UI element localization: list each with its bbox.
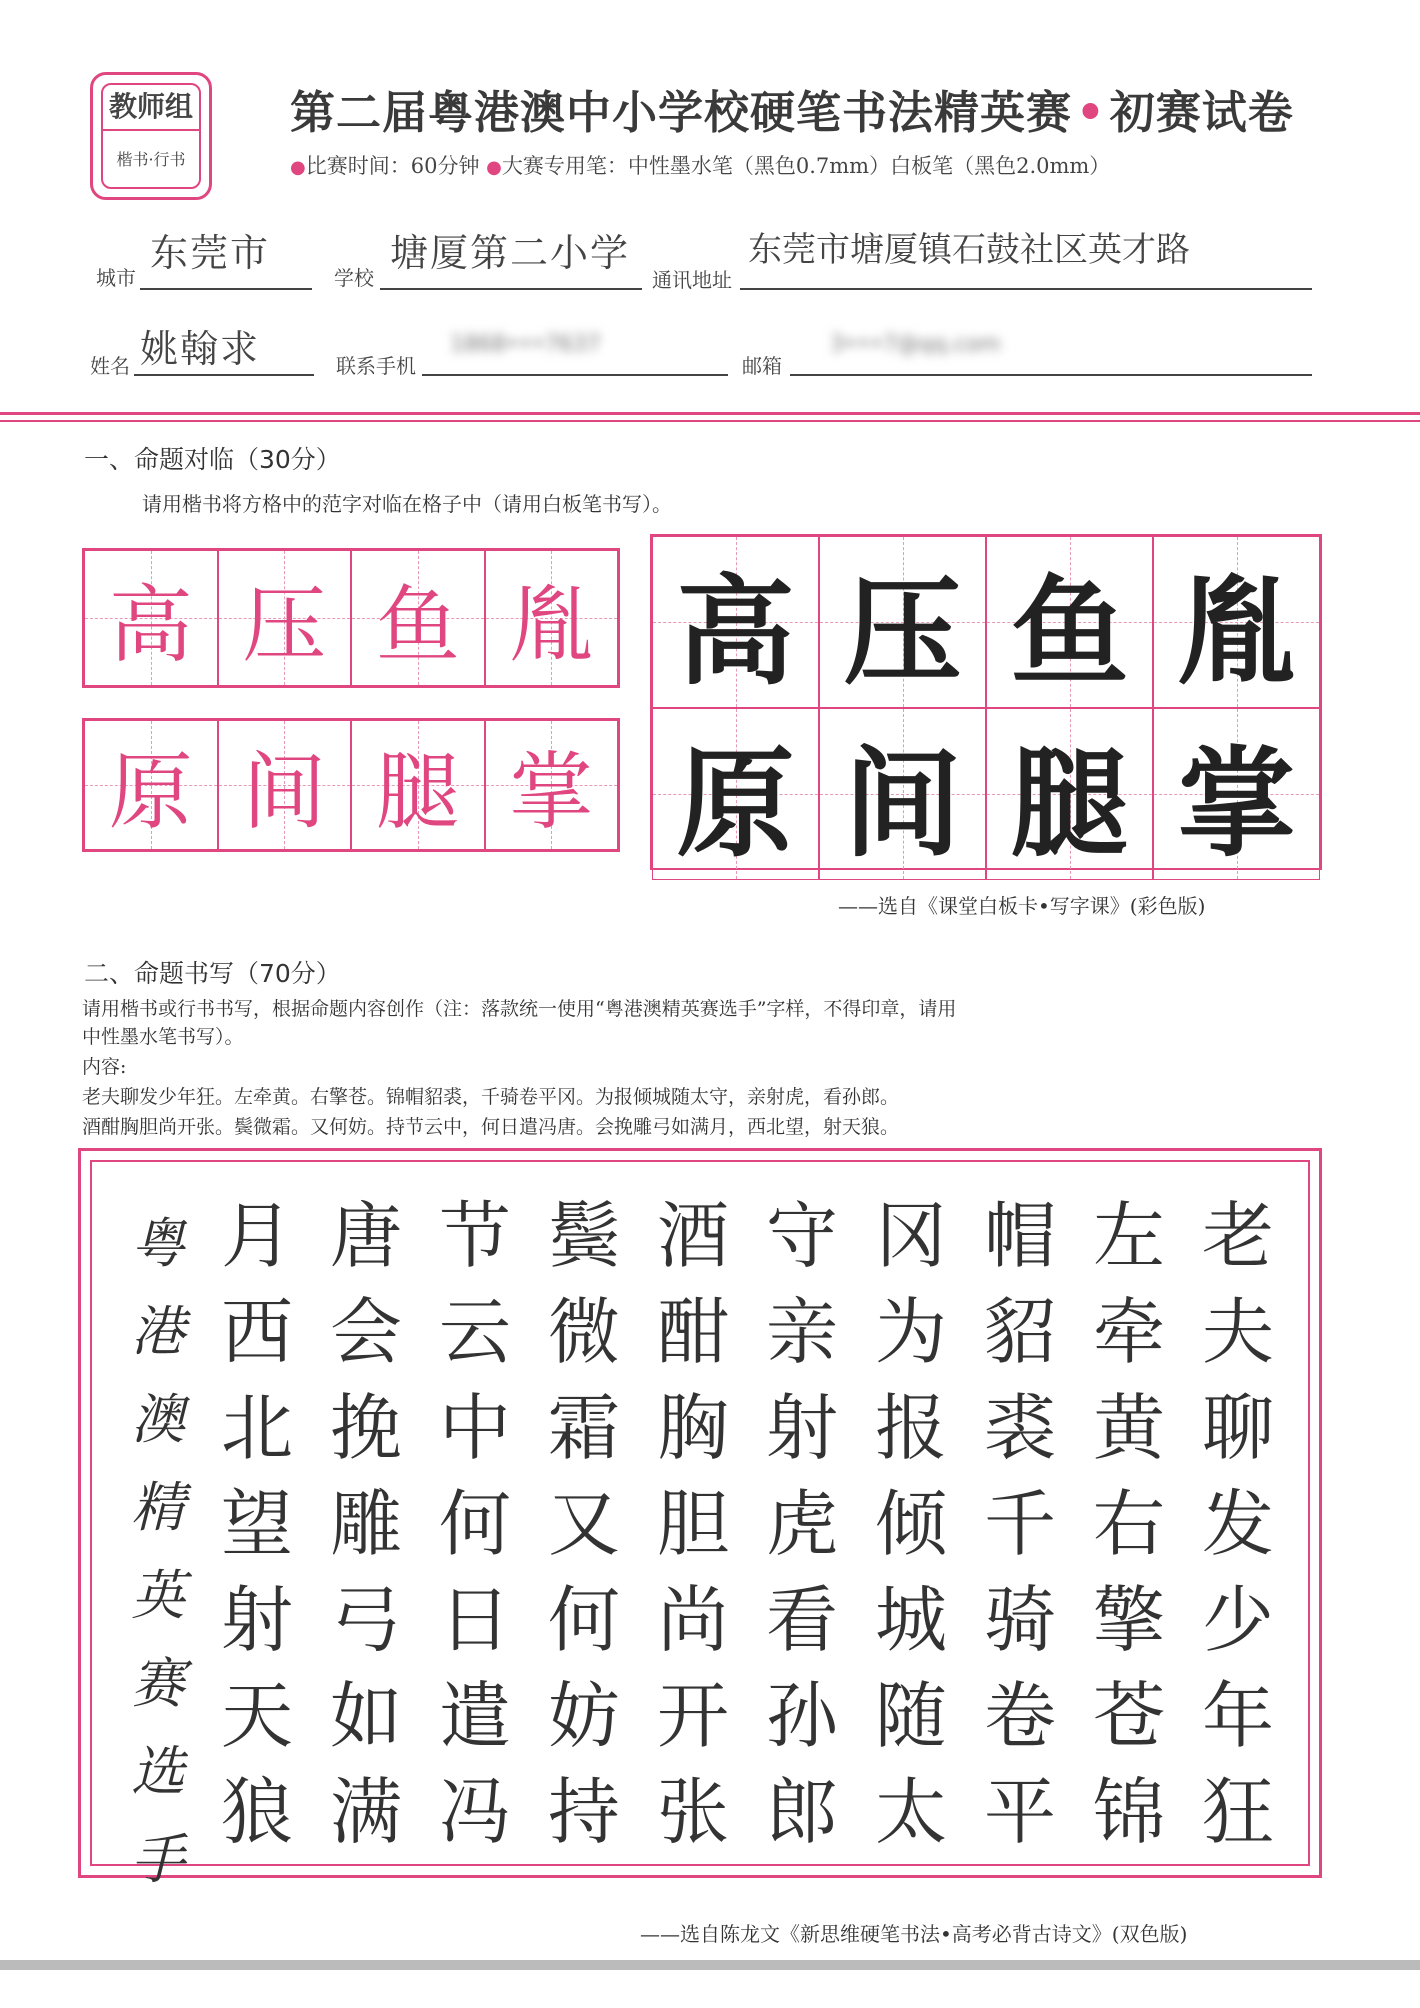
poem-char: 中 bbox=[438, 1386, 511, 1470]
poem-char: 裘 bbox=[983, 1386, 1056, 1470]
signature bbox=[128, 1200, 188, 1904]
poem-char: 尚 bbox=[656, 1578, 729, 1662]
poem-column bbox=[207, 1188, 307, 1860]
poem-char: 少 bbox=[1201, 1578, 1274, 1662]
divider bbox=[0, 420, 1420, 422]
exam-time: 比赛时间：60分钟 bbox=[305, 154, 480, 178]
poem-char: 牵 bbox=[1092, 1290, 1165, 1374]
model-cell: 腿 bbox=[986, 708, 1153, 880]
poem-char: 为 bbox=[874, 1290, 947, 1374]
email-underline bbox=[790, 374, 1312, 376]
poem-char: 天 bbox=[220, 1674, 293, 1758]
exam-pen: 大赛专用笔：中性墨水笔（黑色0.7mm）白板笔（黑色2.0mm） bbox=[501, 154, 1111, 178]
poem-char: 日 bbox=[438, 1578, 511, 1662]
signature-char: 精 bbox=[131, 1476, 185, 1539]
copy-grid-row2 bbox=[82, 718, 620, 852]
content-line-1: 老夫聊发少年狂。左牵黄。右擎苍。锦帽貂裘，千骑卷平冈。为报倾城随太守，亲射虎，看孙郎。 bbox=[82, 1086, 900, 1108]
model-cell: 压 bbox=[819, 536, 986, 708]
title-dot: • bbox=[1076, 86, 1106, 139]
poem-char: 虎 bbox=[765, 1482, 838, 1566]
poem-char: 千 bbox=[983, 1482, 1056, 1566]
group-badge bbox=[90, 72, 212, 200]
poem-char: 弓 bbox=[329, 1578, 402, 1662]
poem-char: 持 bbox=[547, 1770, 620, 1854]
section1-credit: ——选自《课堂白板卡•写字课》(彩色版) bbox=[838, 894, 1206, 918]
signature-char: 英 bbox=[131, 1564, 185, 1627]
model-cell: 间 bbox=[819, 708, 986, 880]
poem-char: 何 bbox=[547, 1578, 620, 1662]
signature-char: 赛 bbox=[131, 1652, 185, 1715]
poem-char: 雕 bbox=[329, 1482, 402, 1566]
poem-column bbox=[1188, 1188, 1288, 1860]
school-label: 学校 bbox=[334, 266, 374, 290]
poem-column bbox=[752, 1188, 852, 1860]
poem-char: 看 bbox=[765, 1578, 838, 1662]
model-grid bbox=[650, 534, 1322, 873]
bullet-icon: ● bbox=[486, 157, 502, 178]
poem-column bbox=[425, 1188, 525, 1860]
address-underline bbox=[740, 288, 1312, 290]
name-label: 姓名 bbox=[90, 354, 130, 378]
poem-char: 胸 bbox=[656, 1386, 729, 1470]
copy-cell[interactable]: 掌 bbox=[485, 720, 619, 850]
copy-cell[interactable]: 胤 bbox=[485, 550, 619, 686]
section1-instruction: 请用楷书将方格中的范字对临在格子中（请用白板笔书写）。 bbox=[142, 492, 672, 516]
poem-char: 酣 bbox=[656, 1290, 729, 1374]
poem-char: 报 bbox=[874, 1386, 947, 1470]
poem-char: 北 bbox=[220, 1386, 293, 1470]
poem-column bbox=[643, 1188, 743, 1860]
poem-char: 霜 bbox=[547, 1386, 620, 1470]
poem-char: 发 bbox=[1201, 1482, 1274, 1566]
poem-char: 射 bbox=[220, 1578, 293, 1662]
poem-char: 月 bbox=[220, 1194, 293, 1278]
poem-column bbox=[861, 1188, 961, 1860]
poem-char: 冈 bbox=[874, 1194, 947, 1278]
poem-char: 苍 bbox=[1092, 1674, 1165, 1758]
poem-char: 微 bbox=[547, 1290, 620, 1374]
poem-char: 黄 bbox=[1092, 1386, 1165, 1470]
poem-char: 卷 bbox=[983, 1674, 1056, 1758]
model-cell: 鱼 bbox=[986, 536, 1153, 708]
poem-char: 妨 bbox=[547, 1674, 620, 1758]
content-label: 内容: bbox=[82, 1056, 127, 1078]
copy-cell[interactable]: 高 bbox=[84, 550, 218, 686]
poem-char: 老 bbox=[1201, 1194, 1274, 1278]
poem-column bbox=[970, 1188, 1070, 1860]
poem-char: 擎 bbox=[1092, 1578, 1165, 1662]
email-value-redacted: 3•••7@qq.com bbox=[830, 332, 1001, 357]
poem-char: 满 bbox=[329, 1770, 402, 1854]
model-cell: 原 bbox=[652, 708, 819, 880]
page-title: 第二届粤港澳中小学校硬笔书法精英赛•初赛试卷 bbox=[290, 86, 1294, 139]
copy-cell[interactable]: 鱼 bbox=[351, 550, 485, 686]
school-underline bbox=[380, 288, 642, 290]
signature-char: 澳 bbox=[131, 1388, 185, 1451]
poem-char: 太 bbox=[874, 1770, 947, 1854]
model-cell: 掌 bbox=[1153, 708, 1320, 880]
address-value: 东莞市塘厦镇石鼓社区英才路 bbox=[748, 230, 1190, 270]
poem-char: 城 bbox=[874, 1578, 947, 1662]
poem-char: 会 bbox=[329, 1290, 402, 1374]
poem-char: 右 bbox=[1092, 1482, 1165, 1566]
badge-title: 教师组 bbox=[108, 90, 193, 123]
city-underline bbox=[140, 288, 312, 290]
poem-char: 胆 bbox=[656, 1482, 729, 1566]
poem-char: 张 bbox=[656, 1770, 729, 1854]
poem-char: 鬓 bbox=[547, 1194, 620, 1278]
poem-column bbox=[1079, 1188, 1179, 1860]
poem-char: 年 bbox=[1201, 1674, 1274, 1758]
poem-char: 冯 bbox=[438, 1770, 511, 1854]
copy-cell[interactable]: 压 bbox=[218, 550, 352, 686]
poem-char: 云 bbox=[438, 1290, 511, 1374]
school-value: 塘厦第二小学 bbox=[390, 231, 631, 275]
badge-subtitle: 楷书·行书 bbox=[116, 150, 186, 169]
phone-value-redacted: 1868•••7637 bbox=[450, 332, 601, 357]
phone-label: 联系手机 bbox=[336, 354, 416, 378]
exam-info bbox=[290, 150, 1110, 180]
city-value: 东莞市 bbox=[150, 231, 271, 275]
poem-char: 骑 bbox=[983, 1578, 1056, 1662]
poem-char: 节 bbox=[438, 1194, 511, 1278]
model-cell: 高 bbox=[652, 536, 819, 708]
poem-char: 望 bbox=[220, 1482, 293, 1566]
phone-underline bbox=[422, 374, 728, 376]
poem-char: 酒 bbox=[656, 1194, 729, 1278]
poem-char: 开 bbox=[656, 1674, 729, 1758]
scan-edge bbox=[0, 1960, 1420, 1970]
poem-column bbox=[534, 1188, 634, 1860]
poem-char: 守 bbox=[765, 1194, 838, 1278]
poem-char: 聊 bbox=[1201, 1386, 1274, 1470]
poem-char: 平 bbox=[983, 1770, 1056, 1854]
poem-char: 锦 bbox=[1092, 1770, 1165, 1854]
poem-char: 孙 bbox=[765, 1674, 838, 1758]
copy-cell[interactable]: 腿 bbox=[351, 720, 485, 850]
signature-char: 粤 bbox=[131, 1212, 185, 1275]
section2-instruction-2: 中性墨水笔书写）。 bbox=[82, 1026, 244, 1048]
poem-char: 夫 bbox=[1201, 1290, 1274, 1374]
poem-char: 倾 bbox=[874, 1482, 947, 1566]
poem-char: 左 bbox=[1092, 1194, 1165, 1278]
copy-grid-row1 bbox=[82, 548, 620, 688]
poem-char: 又 bbox=[547, 1482, 620, 1566]
bullet-icon: ● bbox=[290, 157, 306, 178]
poem-char: 郎 bbox=[765, 1770, 838, 1854]
poem-char: 如 bbox=[329, 1674, 402, 1758]
divider bbox=[0, 412, 1420, 415]
poem-char: 何 bbox=[438, 1482, 511, 1566]
copy-cell[interactable]: 间 bbox=[218, 720, 352, 850]
poem-char: 亲 bbox=[765, 1290, 838, 1374]
section2-credit: ——选自陈龙文《新思维硬笔书法•高考必背古诗文》(双色版) bbox=[640, 1922, 1188, 1946]
poem-column bbox=[316, 1188, 416, 1860]
city-label: 城市 bbox=[96, 266, 136, 290]
copy-cell[interactable]: 原 bbox=[84, 720, 218, 850]
address-label: 通讯地址 bbox=[652, 268, 732, 292]
section2-instruction-1: 请用楷书或行书书写，根据命题内容创作（注：落款统一使用“粤港澳精英赛选手”字样，不得印章，请用 bbox=[82, 998, 957, 1020]
name-underline bbox=[134, 374, 314, 376]
model-cell: 胤 bbox=[1153, 536, 1320, 708]
poem-char: 貂 bbox=[983, 1290, 1056, 1374]
section1-title: 一、命题对临（30分） bbox=[84, 445, 341, 474]
email-label: 邮箱 bbox=[742, 354, 782, 378]
signature-char: 手 bbox=[131, 1828, 185, 1891]
poem-char: 狂 bbox=[1201, 1770, 1274, 1854]
poem-char: 唐 bbox=[329, 1194, 402, 1278]
poem-char: 狼 bbox=[220, 1770, 293, 1854]
poem-char: 西 bbox=[220, 1290, 293, 1374]
section2-title: 二、命题书写（70分） bbox=[84, 959, 341, 988]
signature-char: 港 bbox=[131, 1300, 185, 1363]
poem-char: 帽 bbox=[983, 1194, 1056, 1278]
name-value: 姚翰求 bbox=[140, 327, 261, 371]
poem-char: 射 bbox=[765, 1386, 838, 1470]
poem-char: 遣 bbox=[438, 1674, 511, 1758]
poem-char: 随 bbox=[874, 1674, 947, 1758]
signature-char: 选 bbox=[131, 1740, 185, 1803]
poem-char: 挽 bbox=[329, 1386, 402, 1470]
content-line-2: 酒酣胸胆尚开张。鬓微霜。又何妨。持节云中，何日遣冯唐。会挽雕弓如满月，西北望，射天狼。 bbox=[82, 1116, 900, 1138]
